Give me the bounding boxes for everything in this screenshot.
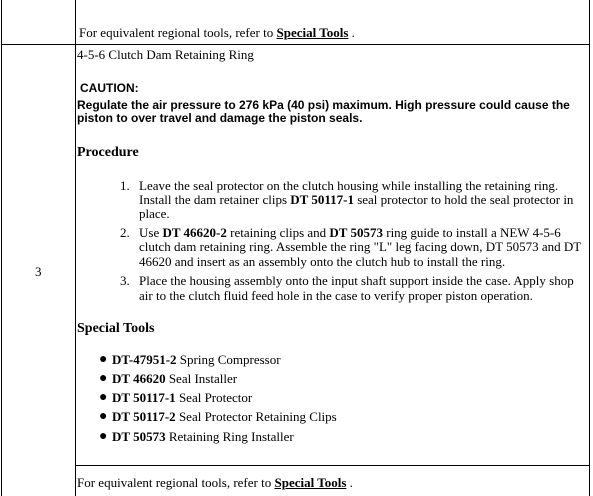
bullet-icon: ● (99, 390, 108, 405)
bullet-icon: ● (99, 429, 108, 444)
caution-line-1: Regulate the air pressure to 276 kPa (40 psi) maximum. High pressure could cause the (77, 98, 570, 112)
step-title: 4-5-6 Clutch Dam Retaining Ring (77, 47, 254, 62)
tool-ref-dt-46620-2: DT 46620-2 (162, 225, 227, 240)
procedure-item-3-number: 3. (120, 273, 130, 288)
tool-ref-dt-50117-1: DT 50117-1 (290, 192, 354, 207)
caution-label: CAUTION: (80, 81, 139, 95)
cell-divider (75, 465, 590, 466)
special-tool-item: DT 50117-1 Seal Protector (112, 390, 253, 405)
table-right-border (589, 0, 590, 496)
procedure-item-1-line-3: place. (139, 206, 170, 221)
caution-line-2: piston to over travel and damage the piston seals. (77, 111, 363, 125)
tool-ref-dt-50573: DT 50573 (329, 225, 383, 240)
reference-suffix: . (348, 25, 355, 40)
special-tool-item: DT-47951-2 Spring Compressor (112, 352, 281, 367)
procedure-item-2-line-1: Use DT 46620-2 retaining clips and DT 50573 ring guide to install a NEW 4-5-6 (139, 225, 561, 240)
procedure-item-1-line-1: Leave the seal protector on the clutch housing while installing the retaining ring. (139, 178, 559, 193)
special-tools-link[interactable]: Special Tools (276, 25, 349, 40)
procedure-item-3-line-2: air to the clutch fluid feed hole in the case to verify proper piston operation. (139, 288, 533, 303)
bottom-reference (77, 475, 353, 490)
procedure-item-1-line-2: Install the dam retainer clips DT 50117-1 seal protector to hold the seal protector in (139, 192, 574, 207)
procedure-item-1-number: 1. (120, 178, 130, 193)
procedure-item-2-number: 2. (120, 225, 130, 240)
special-tool-item: DT 50117-2 Seal Protector Retaining Clips (112, 409, 337, 424)
reference-text: For equivalent regional tools, refer to (79, 25, 277, 40)
special-tools-link[interactable]: Special Tools (274, 475, 347, 490)
row-divider (1, 44, 590, 45)
procedure-item-3-line-1: Place the housing assembly onto the input shaft support inside the case. Apply shop (139, 273, 574, 288)
bullet-icon: ● (99, 371, 108, 386)
step-number: 3 (35, 264, 42, 279)
special-tool-item: DT 50573 Retaining Ring Installer (112, 429, 294, 444)
top-reference (79, 25, 355, 40)
procedure-item-2-line-3: 46620 and insert as an assembly onto the clutch hub to install the ring. (139, 254, 506, 269)
procedure-item-2-line-2: clutch dam retaining ring. Assemble the ring "L" leg facing down, DT 50573 and DT (139, 239, 582, 254)
reference-text: For equivalent regional tools, refer to (77, 475, 275, 490)
table-left-border (1, 0, 2, 496)
column-divider (75, 0, 76, 496)
reference-suffix: . (346, 475, 353, 490)
procedure-heading: Procedure (77, 145, 139, 160)
bullet-icon: ● (99, 352, 108, 367)
bullet-icon: ● (99, 409, 108, 424)
special-tools-heading: Special Tools (77, 321, 155, 336)
special-tool-item: DT 46620 Seal Installer (112, 371, 238, 386)
